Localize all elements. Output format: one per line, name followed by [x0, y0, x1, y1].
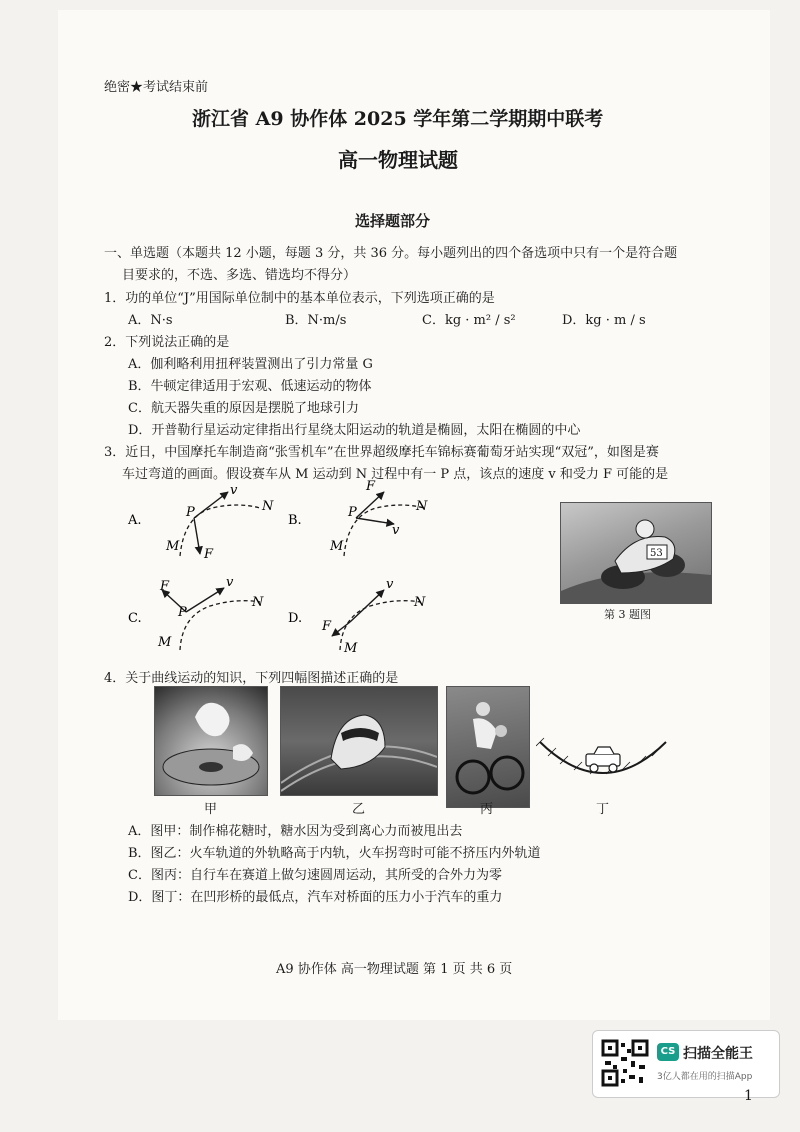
q3-label-c: C. — [128, 611, 142, 626]
page-footer: A9 协作体 高一物理试题 第 1 页 共 6 页 — [276, 962, 513, 977]
q3-label-d: D. — [288, 611, 303, 626]
q1-option-c: C．kg · m² / s² — [422, 313, 516, 328]
qr-code-icon — [601, 1039, 649, 1087]
watermark-tagline: 3亿人都在用的扫描App — [657, 1072, 753, 1082]
q4-option-c: C．图丙：自行车在赛道上做匀速圆周运动，其所受的合外力为零 — [128, 868, 502, 883]
q3-a-point-p: P — [186, 505, 195, 520]
q3-option-d-diagram — [284, 570, 454, 660]
instructions-line-1: 一、单选题（本题共 12 小题，每题 3 分，共 36 分。每小题列出的四个备选项中只有一个是符合题 — [104, 246, 678, 261]
q3-b-point-p: P — [348, 505, 357, 520]
q3-a-force-arrow — [194, 518, 200, 554]
q3-b-velocity-arrow — [356, 518, 394, 524]
q3-d-v-label: v — [386, 577, 394, 592]
q4-option-b: B．图乙：火车轨道的外轨略高于内轨，火车拐弯时可能不挤压内外轨道 — [128, 846, 541, 861]
q2-option-b: B．牛顿定律适用于宏观、低速运动的物体 — [128, 379, 372, 394]
q4-option-a: A．图甲：制作棉花糖时，糖水因为受到离心力而被甩出去 — [128, 824, 463, 839]
q3-d-f-label: F — [322, 619, 332, 634]
q4-photo-yi-train — [280, 686, 438, 796]
bike-number: 53 — [650, 548, 663, 559]
q3-c-v-label: v — [226, 575, 234, 590]
q3-option-b-diagram — [284, 478, 444, 568]
q2-option-a: A．伽利略利用扭秤装置测出了引力常量 G — [128, 357, 373, 372]
q3-b-f-label: F — [366, 479, 376, 494]
q3-d-force-arrow — [332, 622, 350, 636]
exam-subtitle: 高一物理试题 — [338, 148, 458, 172]
q3-d-velocity-arrow — [350, 590, 384, 622]
q4-figure-ding-bridge — [536, 734, 670, 790]
q4-photo-bing-cyclist — [446, 686, 530, 808]
section-title: 选择题部分 — [355, 212, 431, 230]
q3-stem-2: 车过弯道的画面。假设赛车从 M 运动到 N 过程中有一 P 点，该点的速度 v 和受力 F 可能的是 — [122, 467, 669, 482]
exam-title: 浙江省 A9 协作体 2025 学年第二学期期中联考 — [192, 108, 604, 130]
q4-photo-jia-cotton-candy — [154, 686, 268, 796]
q3-c-f-label: F — [160, 579, 170, 594]
secret-label: 绝密★考试结束前 — [104, 80, 209, 95]
q3-d-point-n: N — [414, 595, 426, 610]
q3-label-b: B. — [288, 513, 302, 528]
q4-label-yi: 乙 — [352, 802, 366, 817]
q2-option-c: C．航天器失重的原因是摆脱了地球引力 — [128, 401, 359, 416]
q3-a-point-n: N — [262, 499, 274, 514]
q1-option-a: A．N·s — [128, 313, 173, 328]
q3-c-point-m: M — [158, 635, 172, 650]
q2-stem: 2．下列说法正确的是 — [104, 335, 230, 350]
q3-c-point-p: P — [178, 605, 187, 620]
q3-a-velocity-arrow — [194, 492, 228, 518]
q3-option-a-diagram — [120, 478, 280, 568]
q3-a-f-label: F — [204, 547, 214, 562]
q1-option-b: B．N·m/s — [285, 313, 347, 328]
q3-motorcycle-photo — [560, 502, 712, 604]
watermark-app-name: 扫描全能王 — [683, 1046, 753, 1062]
q4-stem: 4．关于曲线运动的知识，下列四幅图描述正确的是 — [104, 671, 399, 686]
q3-a-v-label: v — [230, 483, 238, 498]
q3-d-point-m: M — [344, 641, 358, 656]
page-number: 1 — [744, 1088, 753, 1104]
q3-figure-caption: 第 3 题图 — [604, 608, 651, 621]
q3-b-point-m: M — [330, 539, 344, 554]
q4-label-ding: 丁 — [596, 802, 610, 817]
instructions-line-2: 目要求的，不选、多选、错选均不得分） — [122, 268, 357, 283]
q3-stem-1: 3．近日，中国摩托车制造商“张雪机车”在世界超级摩托车锦标赛葡萄牙站实现“双冠”，如图是赛 — [104, 445, 659, 460]
q3-b-v-label: v — [392, 523, 400, 538]
q3-label-a: A. — [128, 513, 142, 528]
q4-option-d: D．图丁：在凹形桥的最低点，汽车对桥面的压力小于汽车的重力 — [128, 890, 503, 905]
q4-label-bing: 丙 — [480, 802, 494, 817]
camscanner-logo-icon: CS — [657, 1043, 679, 1061]
q2-option-d: D．开普勒行星运动定律指出行星绕太阳运动的轨道是椭圆，太阳在椭圆的中心 — [128, 423, 581, 438]
q3-b-point-n: N — [416, 499, 428, 514]
q3-option-c-diagram — [120, 570, 280, 660]
q3-b-force-arrow — [356, 492, 384, 518]
q3-c-point-n: N — [252, 595, 264, 610]
q1-option-d: D．kg · m / s — [562, 313, 646, 328]
q1-stem: 1．功的单位“J”用国际单位制中的基本单位表示，下列选项正确的是 — [104, 291, 495, 306]
q4-label-jia: 甲 — [204, 802, 218, 817]
q3-a-point-m: M — [166, 539, 180, 554]
